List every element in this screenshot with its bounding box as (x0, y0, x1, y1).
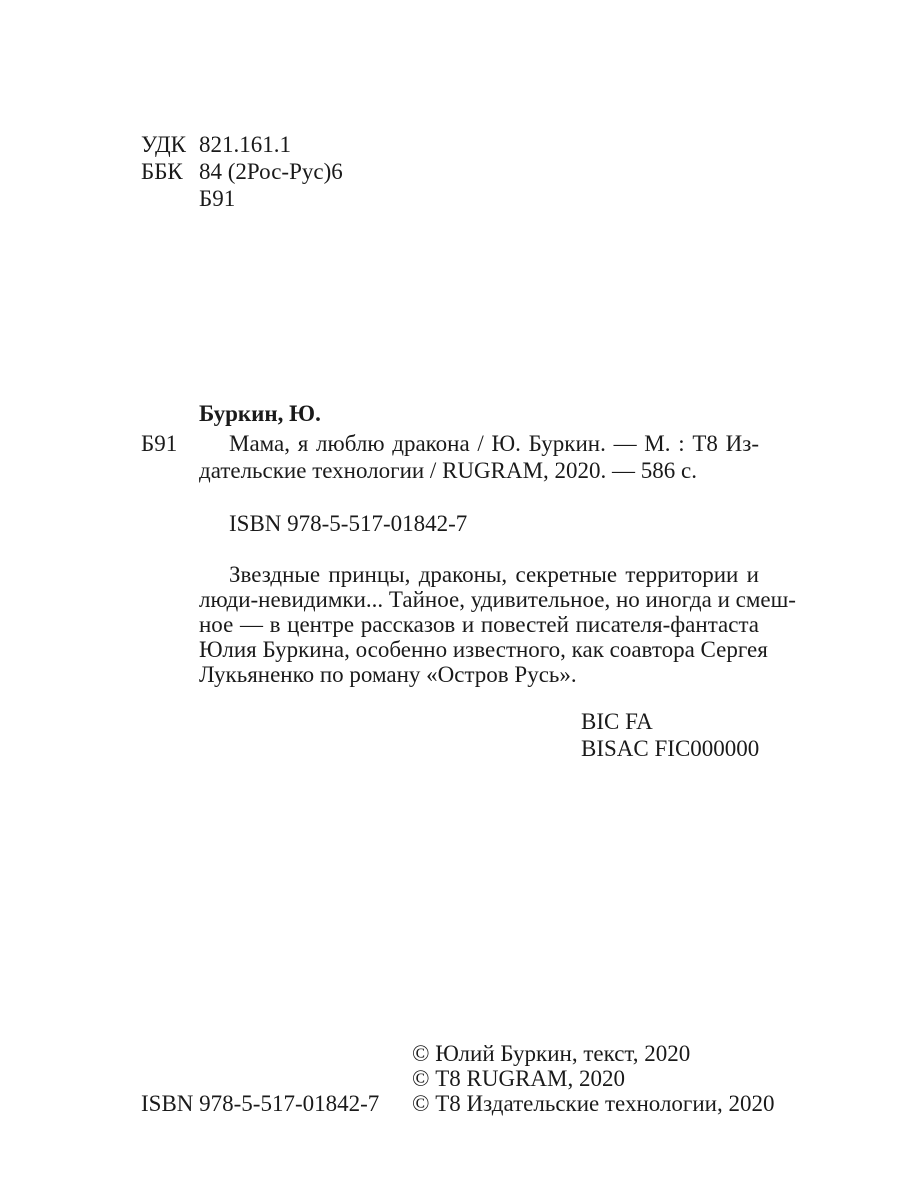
card-isbn: ISBN 978-5-517-01842-7 (229, 511, 468, 536)
card-description-line-1: Мама, я люблю дракона / Ю. Буркин. — М. : Т8 Из- (229, 431, 759, 456)
bbk-value: 84 (2Рос-Рус)6 (199, 159, 343, 184)
bbk-label: ББК (141, 159, 183, 184)
udk-value: 821.161.1 (199, 132, 291, 157)
copyright-line-3: © Т8 Издательские технологии, 2020 (412, 1091, 775, 1116)
bisac-code: BISAC FIC000000 (581, 736, 760, 761)
copyright-line-2: © Т8 RUGRAM, 2020 (412, 1066, 625, 1091)
bic-code: BIC FA (581, 709, 653, 734)
author-mark: Б91 (199, 186, 236, 211)
card-cipher: Б91 (141, 431, 178, 456)
annotation-line-3: ное — в центре рассказов и повестей писателя-фантаста (199, 612, 759, 637)
annotation-line-1: Звездные принцы, драконы, секретные территории и (229, 562, 759, 587)
card-author: Буркин, Ю. (199, 401, 321, 426)
annotation-line-2: люди-невидимки... Тайное, удивительное, но иногда и смеш- (199, 587, 796, 612)
footer-isbn: ISBN 978-5-517-01842-7 (141, 1091, 380, 1116)
card-description-line-2: дательские технологии / RUGRAM, 2020. — 586 с. (199, 458, 697, 483)
copyright-line-1: © Юлий Буркин, текст, 2020 (412, 1041, 691, 1066)
annotation-line-5: Лукьяненко по роману «Остров Русь». (199, 662, 577, 687)
annotation-line-4: Юлия Буркина, особенно известного, как соавтора Сергея (199, 637, 768, 662)
udk-label: УДК (141, 132, 186, 157)
